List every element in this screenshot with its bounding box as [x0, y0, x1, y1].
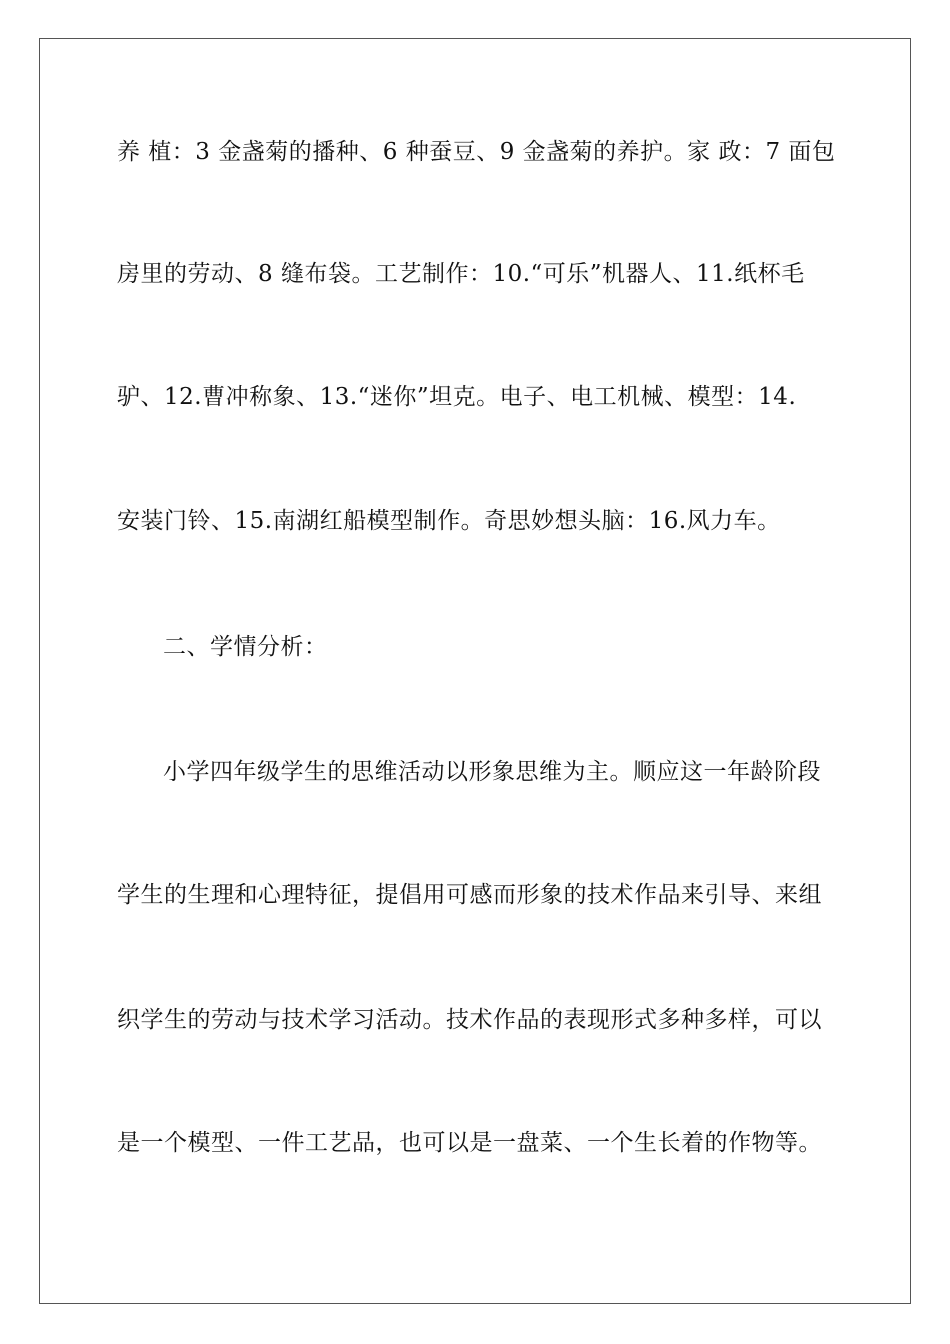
paragraph-line: 小学四年级学生的思维活动以形象思维为主。顺应这一年龄阶段 — [163, 759, 821, 785]
paragraph-line: 房里的劳动、8 缝布袋。工艺制作：10.“可乐”机器人、11.纸杯毛 — [117, 261, 805, 287]
paragraph-line: 学生的生理和心理特征，提倡用可感而形象的技术作品来引导、来组 — [117, 882, 822, 908]
page-border — [39, 38, 911, 1304]
paragraph-line: 安装门铃、15.南湖红船模型制作。奇思妙想头脑：16.风力车。 — [117, 508, 781, 534]
paragraph-line: 是一个模型、一件工艺品，也可以是一盘菜、一个生长着的作物等。 — [117, 1130, 822, 1156]
section-heading: 二、学情分析： — [163, 634, 328, 660]
paragraph-line: 驴、12.曹冲称象、13.“迷你”坦克。电子、电工机械、模型：14. — [117, 384, 797, 410]
paragraph-line: 养 植：3 金盏菊的播种、6 种蚕豆、9 金盏菊的养护。家 政：7 面包 — [117, 139, 836, 165]
paragraph-line: 织学生的劳动与技术学习活动。技术作品的表现形式多种多样，可以 — [117, 1007, 822, 1033]
